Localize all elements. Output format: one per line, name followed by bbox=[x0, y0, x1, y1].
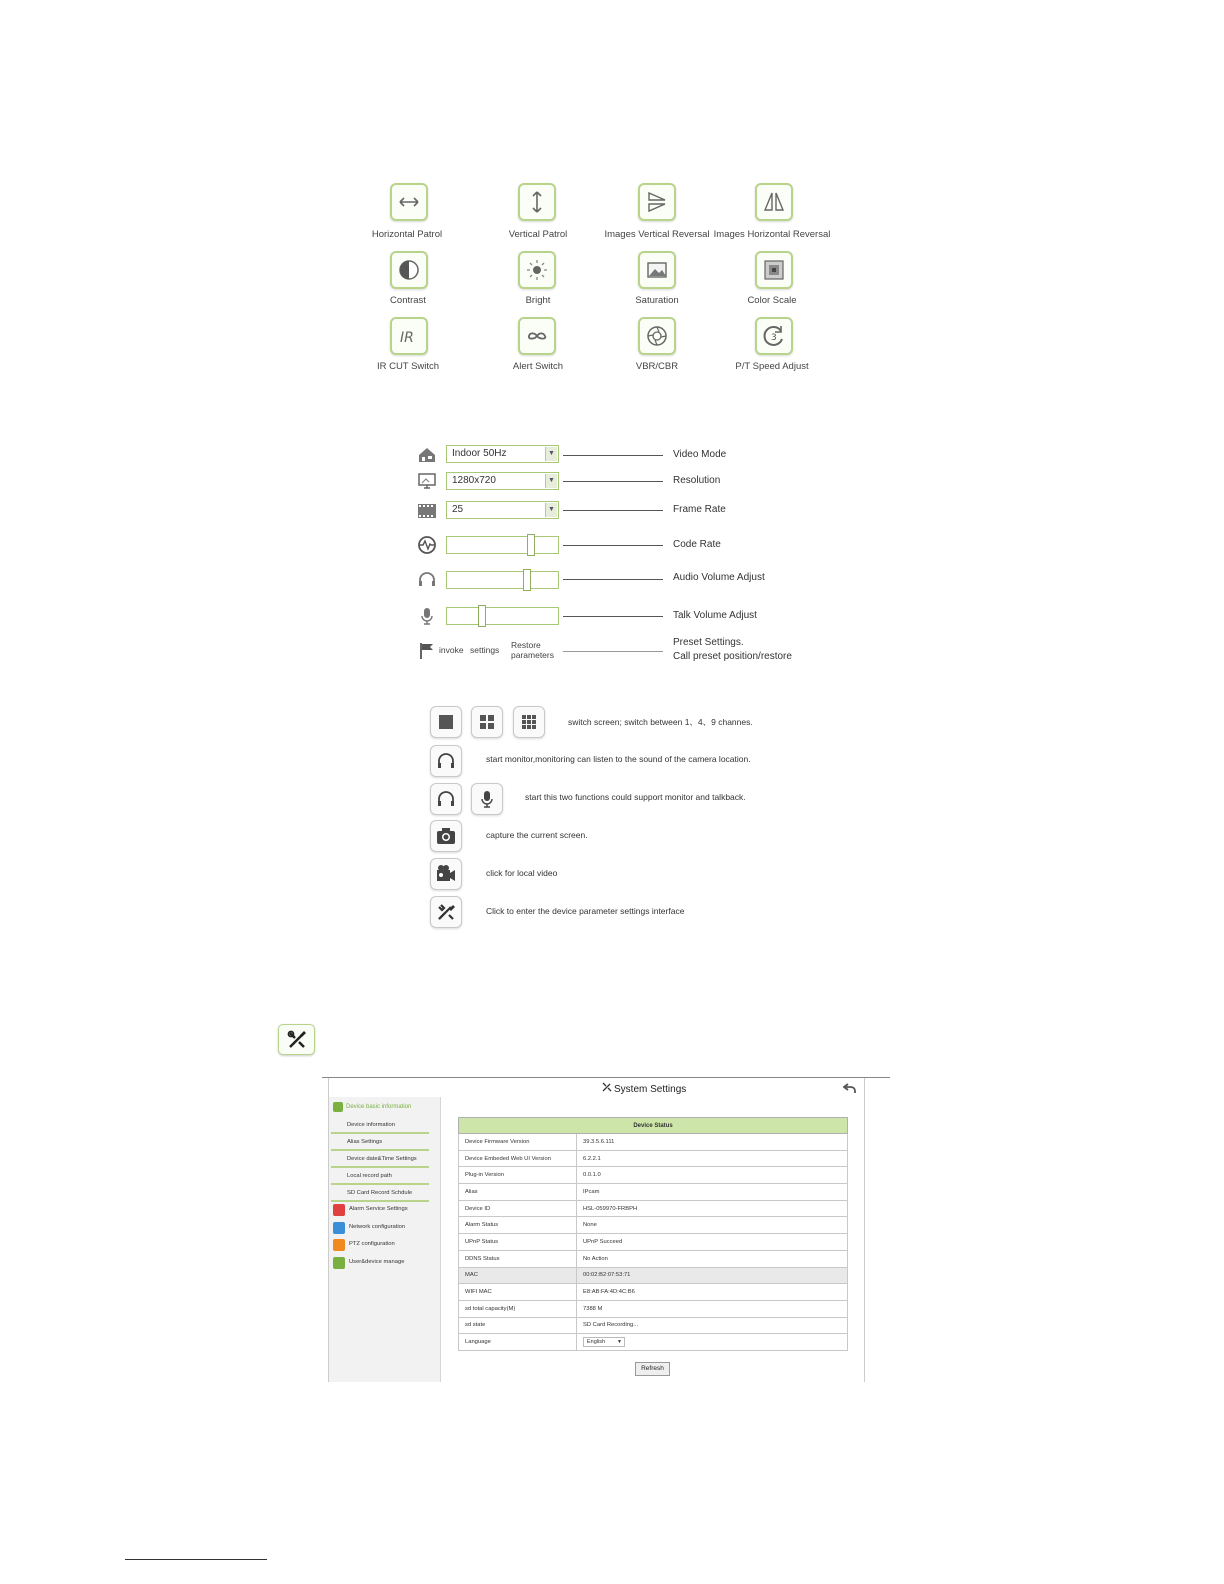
preset-label-line1: Preset Settings. bbox=[673, 637, 744, 648]
film-strip-icon bbox=[416, 500, 438, 522]
single-screen-icon bbox=[435, 711, 457, 733]
resolution-label: Resolution bbox=[673, 475, 721, 486]
table-row bbox=[459, 1250, 848, 1267]
infinity-icon bbox=[524, 323, 550, 349]
slider-thumb[interactable] bbox=[478, 605, 486, 627]
row-key: sd total capacity(M) bbox=[459, 1300, 577, 1317]
pulse-icon bbox=[416, 534, 438, 556]
window-title bbox=[601, 1081, 686, 1095]
icon-label: Images Vertical Reversal bbox=[604, 229, 710, 240]
icon-label: Color Scale bbox=[747, 295, 797, 306]
single-screen-button[interactable] bbox=[430, 706, 462, 738]
sidebar-item-user-device[interactable] bbox=[333, 1256, 433, 1270]
monitor-icon bbox=[416, 470, 438, 492]
ir-cut-switch-button[interactable] bbox=[390, 317, 428, 355]
chevron-down-icon: ▼ bbox=[545, 503, 557, 517]
sidebar-item-label: PTZ configuration bbox=[349, 1241, 395, 1247]
vertical-flip-icon bbox=[644, 189, 670, 215]
table-row bbox=[459, 1184, 848, 1201]
icon-label: Bright bbox=[525, 295, 551, 306]
row-key: Device Firmware Version bbox=[459, 1134, 577, 1151]
video-mode-value: Indoor 50Hz bbox=[452, 448, 507, 459]
tools-icon bbox=[601, 1081, 613, 1093]
row-value: 7388 M bbox=[577, 1300, 848, 1317]
flag-icon bbox=[416, 640, 438, 662]
chevron-down-icon: ▼ bbox=[617, 1339, 622, 1346]
icon-label: Alert Switch bbox=[512, 361, 564, 372]
row-value: UPnP Succeed bbox=[577, 1234, 848, 1251]
local-video-text: click for local video bbox=[486, 868, 558, 878]
table-row bbox=[459, 1167, 848, 1184]
sidebar-item-record-path[interactable]: Local record path bbox=[331, 1170, 429, 1185]
restore-line1: Restore bbox=[511, 640, 541, 650]
nine-screen-icon bbox=[518, 711, 540, 733]
language-select[interactable] bbox=[583, 1337, 625, 1347]
table-row bbox=[459, 1150, 848, 1167]
table-row bbox=[459, 1300, 848, 1317]
vertical-patrol-button[interactable] bbox=[518, 183, 556, 221]
row-value: None bbox=[577, 1217, 848, 1234]
row-value bbox=[577, 1334, 848, 1351]
monitor-button-2[interactable] bbox=[430, 783, 462, 815]
table-row bbox=[459, 1267, 848, 1284]
chevron-down-icon: ▼ bbox=[545, 474, 557, 488]
icon-label: VBR/CBR bbox=[635, 361, 679, 372]
audio-volume-label: Audio Volume Adjust bbox=[673, 572, 765, 583]
row-value: 39.3.5.6.111 bbox=[577, 1134, 848, 1151]
sidebar-item-ptz[interactable] bbox=[333, 1238, 433, 1252]
table-row bbox=[459, 1317, 848, 1334]
headphones-icon bbox=[435, 750, 457, 772]
slider-thumb[interactable] bbox=[523, 569, 531, 591]
aperture-icon bbox=[644, 323, 670, 349]
row-value: 00:02:B2:07:53:71 bbox=[577, 1267, 848, 1284]
icon-label: Contrast bbox=[390, 295, 426, 306]
sidebar-item-network[interactable] bbox=[333, 1221, 433, 1235]
resolution-value: 1280x720 bbox=[452, 475, 496, 486]
settings-button[interactable] bbox=[430, 896, 462, 928]
sidebar-header-device-basic[interactable] bbox=[331, 1101, 429, 1114]
row-key: Alias bbox=[459, 1184, 577, 1201]
invoke-button[interactable]: invoke bbox=[439, 645, 464, 655]
bright-button[interactable] bbox=[518, 251, 556, 289]
sidebar-item-sd-schedule[interactable]: SD Card Record Schdule bbox=[331, 1187, 429, 1202]
table-row bbox=[459, 1284, 848, 1301]
svg-text:3: 3 bbox=[771, 333, 777, 343]
table-row bbox=[459, 1334, 848, 1351]
home-icon bbox=[416, 444, 438, 466]
sidebar-item-datetime[interactable]: Device date&Time Settings bbox=[331, 1153, 429, 1168]
monitor-button[interactable] bbox=[430, 745, 462, 777]
leader-line bbox=[563, 510, 663, 511]
tools-icon bbox=[285, 1028, 309, 1052]
sidebar-item-label: Alarm Service Settings bbox=[349, 1206, 408, 1212]
code-rate-slider[interactable] bbox=[446, 536, 559, 554]
row-value: SD Card Recording... bbox=[577, 1317, 848, 1334]
capture-text: capture the current screen. bbox=[486, 830, 588, 840]
icon-label: P/T Speed Adjust bbox=[735, 361, 809, 372]
tools-icon bbox=[435, 901, 457, 923]
monitor-text: start monitor,monitoring can listen to the sound of the camera location. bbox=[486, 754, 751, 764]
device-status-table bbox=[458, 1117, 848, 1351]
speed-icon bbox=[761, 323, 787, 349]
chevron-down-icon: ▼ bbox=[545, 447, 557, 461]
row-value: HSL-059970-FRBPH bbox=[577, 1200, 848, 1217]
sidebar-item-device-information[interactable]: Device information bbox=[331, 1119, 429, 1134]
frame-rate-select[interactable] bbox=[446, 501, 559, 519]
audio-volume-slider[interactable] bbox=[446, 571, 559, 589]
settings-text: Click to enter the device parameter settings interface bbox=[486, 906, 685, 916]
headphones-icon bbox=[435, 788, 457, 810]
frame-rate-value: 25 bbox=[452, 504, 464, 515]
video-camera-icon bbox=[435, 863, 457, 885]
icon-label: IR CUT Switch bbox=[376, 361, 440, 372]
settings-button[interactable]: settings bbox=[470, 645, 500, 655]
window-title-text: System Settings bbox=[614, 1084, 687, 1095]
resolution-select[interactable] bbox=[446, 472, 559, 490]
row-key: Plug-in Version bbox=[459, 1167, 577, 1184]
row-value: E8:AB:FA:4D:4C:B6 bbox=[577, 1284, 848, 1301]
settings-tools-button[interactable] bbox=[278, 1024, 315, 1055]
language-value: English bbox=[587, 1339, 606, 1346]
talk-volume-slider[interactable] bbox=[446, 607, 559, 625]
row-key: Alarm Status bbox=[459, 1217, 577, 1234]
saturation-icon bbox=[644, 257, 670, 283]
leader-line bbox=[563, 545, 663, 546]
row-key: UPnP Status bbox=[459, 1234, 577, 1251]
table-row bbox=[459, 1217, 848, 1234]
record-button[interactable] bbox=[430, 858, 462, 890]
sidebar-item-label: User&device manage bbox=[349, 1259, 405, 1265]
icon-label: Images Horizontal Reversal bbox=[713, 229, 831, 240]
icon-label: Vertical Patrol bbox=[508, 229, 568, 240]
vertical-arrows-icon bbox=[524, 189, 550, 215]
saturation-button[interactable] bbox=[638, 251, 676, 289]
horizontal-flip-icon bbox=[761, 189, 787, 215]
microphone-icon bbox=[416, 605, 438, 627]
talkback-text: start this two functions could support monitor and talkback. bbox=[525, 792, 746, 802]
video-mode-select[interactable] bbox=[446, 445, 559, 463]
headphones-icon bbox=[416, 568, 438, 590]
row-key: Language bbox=[459, 1334, 577, 1351]
preset-label-line2: Call preset position/restore bbox=[673, 651, 792, 662]
slider-thumb[interactable] bbox=[527, 534, 535, 556]
table-row bbox=[459, 1200, 848, 1217]
icon-label: Saturation bbox=[635, 295, 679, 306]
sidebar-item-alias[interactable]: Alias Settings bbox=[331, 1136, 429, 1151]
nine-screen-button[interactable] bbox=[513, 706, 545, 738]
switch-screen-text: switch screen; switch between 1、4、9 channes. bbox=[568, 717, 753, 727]
video-mode-label: Video Mode bbox=[673, 449, 727, 460]
footnote-separator bbox=[125, 1559, 267, 1560]
refresh-button[interactable]: Refresh bbox=[635, 1362, 670, 1376]
icon-label: Horizontal Patrol bbox=[371, 229, 443, 240]
brightness-icon bbox=[524, 257, 550, 283]
sidebar-header-label: Device basic information bbox=[346, 1104, 412, 1110]
code-rate-label: Code Rate bbox=[673, 539, 721, 550]
leader-line bbox=[563, 455, 663, 456]
contrast-button[interactable] bbox=[390, 251, 428, 289]
ir-icon bbox=[396, 323, 422, 349]
color-scale-icon bbox=[761, 257, 787, 283]
table-header: Device Status bbox=[459, 1118, 848, 1134]
ptz-camera-icon bbox=[333, 1239, 345, 1251]
back-arrow-icon[interactable] bbox=[843, 1082, 857, 1094]
talkback-button[interactable] bbox=[471, 783, 503, 815]
horizontal-arrows-icon bbox=[396, 189, 422, 215]
table-row bbox=[459, 1134, 848, 1151]
capture-button[interactable] bbox=[430, 820, 462, 852]
alert-switch-button[interactable] bbox=[518, 317, 556, 355]
table-row bbox=[459, 1234, 848, 1251]
leader-line bbox=[563, 579, 663, 580]
sidebar-item-alarm[interactable] bbox=[333, 1203, 433, 1217]
vertical-reversal-button[interactable] bbox=[638, 183, 676, 221]
row-value: 6.2.2.1 bbox=[577, 1150, 848, 1167]
sidebar-item-label: Network configuration bbox=[349, 1224, 406, 1230]
row-key: MAC bbox=[459, 1267, 577, 1284]
row-key: Device Embeded Web UI Version bbox=[459, 1150, 577, 1167]
microphone-icon bbox=[476, 788, 498, 810]
row-value: No Action bbox=[577, 1250, 848, 1267]
leader-line bbox=[563, 481, 663, 482]
svg-text:IR: IR bbox=[400, 330, 414, 346]
horizontal-patrol-button[interactable] bbox=[390, 183, 428, 221]
leader-line bbox=[563, 616, 663, 617]
leader-line bbox=[563, 651, 663, 652]
color-scale-button[interactable] bbox=[755, 251, 793, 289]
vbr-cbr-button[interactable] bbox=[638, 317, 676, 355]
row-key: DDNS Status bbox=[459, 1250, 577, 1267]
gear-icon bbox=[333, 1102, 343, 1112]
quad-screen-icon bbox=[476, 711, 498, 733]
row-key: WIFI MAC bbox=[459, 1284, 577, 1301]
frame-rate-label: Frame Rate bbox=[673, 504, 726, 515]
horizontal-reversal-button[interactable] bbox=[755, 183, 793, 221]
row-key: sd state bbox=[459, 1317, 577, 1334]
row-key: Device ID bbox=[459, 1200, 577, 1217]
row-value: IPcam bbox=[577, 1184, 848, 1201]
talk-volume-label: Talk Volume Adjust bbox=[673, 610, 757, 621]
wifi-icon bbox=[333, 1222, 345, 1234]
restore-line2: parameters bbox=[511, 650, 554, 660]
quad-screen-button[interactable] bbox=[471, 706, 503, 738]
pt-speed-adjust-button[interactable] bbox=[755, 317, 793, 355]
alarm-bell-icon bbox=[333, 1204, 345, 1216]
camera-icon bbox=[435, 825, 457, 847]
row-value: 0.0.1.0 bbox=[577, 1167, 848, 1184]
contrast-icon bbox=[396, 257, 422, 283]
user-icon bbox=[333, 1257, 345, 1269]
